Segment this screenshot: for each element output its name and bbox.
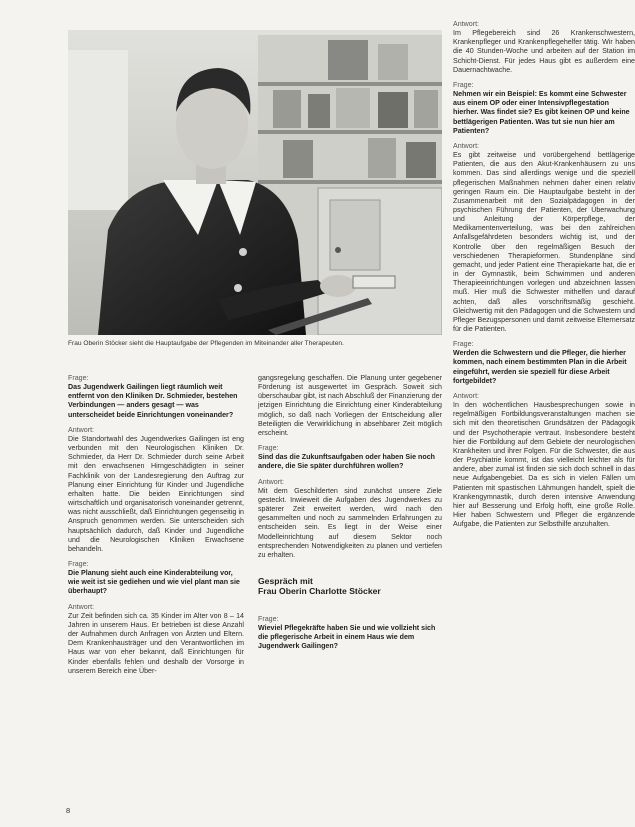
right-answer-1: Im Pflegebereich sind 26 Krankenschwestern, Krankenpfleger und Krankenpflegehelfer tätig. Wir haben die 40 Stunden-Woche und arbeiten auf der Station im Schicht-Dienst. Für jedes Haus gibt es außerdem eine Dauernachtwache. bbox=[453, 29, 635, 74]
answer-1: Die Standortwahl des Jugendwerkes Gailingen ist eng verbunden mit den Neurologischen Kliniken Dr. Schmieder, da Herr Dr. Schmieder durch seine Arbeit mit den erwachsenen Hirngeschädigten in seiner Fachklinik von der Landesregierung den Auftrag zur Planung einer Einrichtung für Kinder und Jugendliche erhalten hatte. Die beiden Einrichtungen sind wirtschaftlich und organisatorisch voneinander getrennt, was nicht ausschließt, daß Einrichtungen gegenseitig in Anspruch genommen werden. Sie unterscheiden sich hauptsächlich dadurch, daß Kinder und Jugendliche und die Neurologischen Kliniken Erwachsene behandeln. bbox=[68, 434, 244, 553]
frage-label: Frage: bbox=[68, 559, 89, 568]
right-question-3: Werden die Schwestern und die Pfleger, die hierher kommen, nach einem bestimmten Plan in die Arbeit eingeführt, werden sie speziell für diese Arbeit fortgebildet? bbox=[453, 349, 627, 385]
right-answer-3: In den wöchentlichen Hausbesprechungen sowie in regelmäßigen Fortbildungsveranstaltungen machen sie sich mit den theoretischen Grundsätzen der Pädagogik und der Psychotherapie vertraut. Insbesondere besteht hier die Fortbildung auf dem Gebiete der neurologischen Krankheiten und ihrer Folgen. Für die Schwester, die aus der Psychiatrie kommt, ist das vielleicht leichter als für andere, aber zumal ist finden sie sich doch schnell in das neue Aufgabengebiet. Da es sich in vielen Fällen um Patienten mit spastischen Lähmungen handelt, spielt die Krankengymnastik, durch deren intensive Anwendung hier auf Besserung und Erfolg hofft, eine große Rolle. Hier haben Schwestern und Pfleger die ergänzende Aufgabe, die Patienten zur Selbsthilfe anzuhalten. bbox=[453, 401, 635, 529]
answer-2: Zur Zeit befinden sich ca. 35 Kinder im Alter von 8 – 14 Jahren in unserem Haus. Er betrieben ist diese Anzahl der Aufnahmen durch Anfragen von Ärzten und Eltern. Dem Krankenhausträger und den Verantwortlichen im Haus war von eher bekannt, daß Einrichtungen für Kinder ebenfalls fehlen und deshalb der Vorsorge in unserem Bereich eine Über- bbox=[68, 611, 244, 675]
antwort-label: Antwort: bbox=[453, 391, 480, 400]
question-4: Wieviel Pflegekräfte haben Sie und wie vollzieht sich die pflegerische Arbeit in einem Haus wie dem Jugendwerk Gailingen? bbox=[258, 624, 436, 651]
right-answer-2: Es gibt zeitweise und vorübergehend bettlägerige Patienten, die aus den Akut-Krankenhäusern zu uns kommen. Das sind allerdings wenige und die speziell pflegerischen Maßnahmen nehmen daher einen relativ geringen Raum ein. Die Hauptaufgabe besteht in der Zusammenarbeit mit den Sozialpädagogen in der psychischen Führung der Patienten, der Überwachung und Anleitung der Körperpflege, der Medikamentenverteilung, was bei den zahlreichen Anfallsgefährdeten besonders wichtig ist, und der Kontrolle über den regelmäßigen Besuch der verschiedenen Therapieformen. Stundenpläne sind gemacht, und jeder Patient eine Therapiekarte hat, die er in der Gymnastik, beim Schwimmen und anderen Therapieeinrichtungen vorlegen und abzeichnen lassen muß. Hier muß die Schwester mithelfen und darauf achten, daß alles vorschriftsmäßig geschieht. Gleichwertig mit den Pädagogen und die Schwestern und Pfleger Bezugspersonen und damit zeitweise Elternersatz für die Patienten. bbox=[453, 151, 635, 333]
antwort-label: Antwort: bbox=[453, 141, 480, 150]
question-2: Die Planung sieht auch eine Kinderabteilung vor, wie weit ist sie gediehen und wie viel plant man sie überhaupt? bbox=[68, 569, 240, 596]
antwort-label: Antwort: bbox=[258, 477, 285, 486]
question-1: Das Jugendwerk Gailingen liegt räumlich weit entfernt von den Kliniken Dr. Schmieder, bestehen Verbindungen — anders gesagt — was unterscheidet beide Einrichtungen voneinander? bbox=[68, 383, 238, 419]
antwort-label: Antwort: bbox=[68, 425, 95, 434]
frage-label: Frage: bbox=[258, 614, 279, 623]
column-middle bbox=[258, 374, 442, 652]
interview-heading-line-2: Frau Oberin Charlotte Stöcker bbox=[258, 586, 381, 597]
question-3: Sind das die Zukunftsaufgaben oder haben Sie noch andere, die Sie später durchführen wollen? bbox=[258, 453, 435, 471]
interview-heading-line-1: Gespräch mit bbox=[258, 575, 313, 586]
photo-nurse bbox=[68, 30, 442, 335]
column-right bbox=[453, 20, 635, 529]
frage-label: Frage: bbox=[453, 340, 474, 349]
right-question-2: Nehmen wir ein Beispiel: Es kommt eine Schwester aus einem OP oder einer Intensivpflegestation hierher. Was findet sie? Es gibt keinen OP und keine bettlägerigen Patienten. Was tut sie nun hier am Patienten? bbox=[453, 90, 630, 135]
photo-caption: Frau Oberin Stöcker sieht die Hauptaufgabe der Pflegenden im Miteinander aller Therapeuten. bbox=[68, 340, 344, 347]
photo-illustration bbox=[68, 30, 442, 335]
column-left bbox=[68, 374, 244, 676]
page-number: 8 bbox=[66, 806, 71, 815]
antwort-label: Antwort: bbox=[68, 602, 95, 611]
frage-label: Frage: bbox=[258, 444, 279, 453]
answer-2-continued: gangsregelung geschaffen. Die Planung unter gegebener Förderung ist ausgewertet im Gespräch. Soweit sich überschaubar gibt, ist nach Abschluß der Finanzierung der jetzigen Einrichtung die Einrichtung einer Kinderabteilung möglich, so daß nach Vorliegen der Entscheidung aller Beteiligten die Verwirklichung in absehbarer Zeit möglich erscheint. bbox=[258, 374, 442, 437]
frage-label: Frage: bbox=[453, 80, 474, 89]
antwort-label: Antwort: bbox=[453, 20, 480, 28]
answer-3: Mit dem Geschilderten sind zunächst unsere Ziele gesteckt. Inwieweit die Aufgaben des Jugendwerkes zu späterer Zeit erweitert werden, wird nach den gesammelten und noch zu sammelnden Erfahrungen zu entscheiden sein. Es liegt in der Weise einer Modelleinrichtung auf diesem Sektor noch entsprechenden Notwendigkeiten zu planen und vertiefen zu erhalten. bbox=[258, 486, 442, 559]
frage-label: Frage: bbox=[68, 374, 89, 382]
